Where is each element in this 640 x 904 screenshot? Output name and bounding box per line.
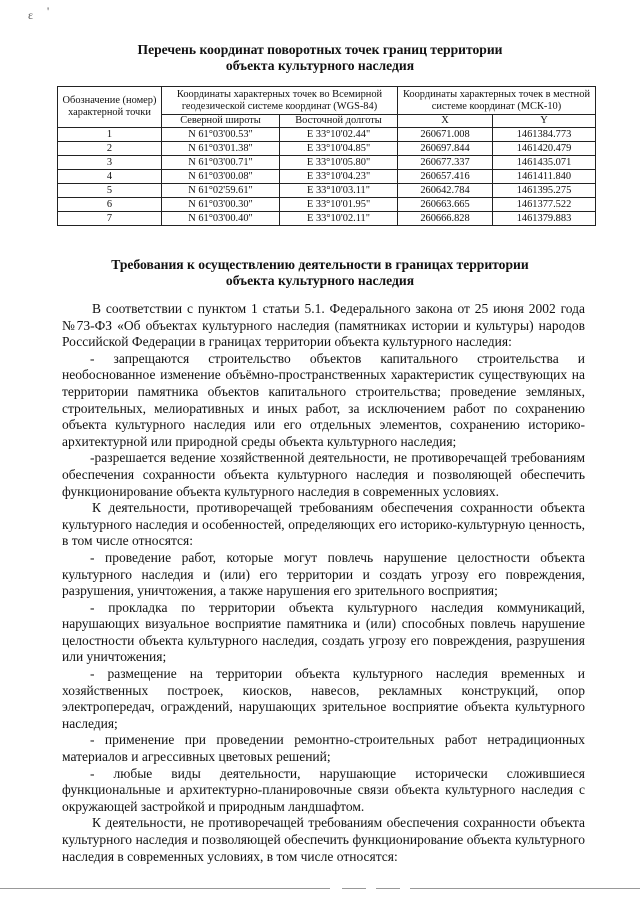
longitude-cell: E 33°10'04.85" [280,142,398,156]
paragraph: - прокладка по территории объекта культурного наследия коммуникаций, нарушающих визуальное восприятие памятника и (или) способных повлечь нарушение целостности объекта культурного наследия, создать угрозу его повреждения, разрушения или уничтожения; [62,599,585,665]
latitude-cell: N 61°03'00.30" [162,198,280,212]
point-number-header: Обозначение (номер) характерной точки [58,87,162,128]
paragraph: К деятельности, противоречащей требованиям обеспечения сохранности объекта культурного наследия и особенностей, определяющих его историко-культурную ценность, в том числе относятся: [62,500,585,549]
latitude-cell: N 61°02'59.61" [162,184,280,198]
scan-edge-line [342,888,366,889]
y-cell: 1461377.522 [493,198,596,212]
y-cell: 1461384.773 [493,128,596,142]
paragraph: - применение при проведении ремонтно-строительных работ нетрадиционных материалов и агрессивных цветовых решений; [62,732,585,765]
paragraph: - любые виды деятельности, нарушающие исторически сложившиеся функциональные и архитектурно-планировочные связи объекта культурного наследия с окружающей застройкой и природным ландшафтом. [62,765,585,814]
x-cell: 260671.008 [398,128,493,142]
scan-edge-line [376,888,400,889]
title-line: Требования к осуществлению деятельности в границах территории [111,257,529,272]
point-number: 5 [58,184,162,198]
longitude-cell: E 33°10'02.11" [280,212,398,226]
point-number: 4 [58,170,162,184]
point-number: 6 [58,198,162,212]
table-row [58,142,596,156]
y-cell: 1461411.840 [493,170,596,184]
longitude-cell: E 33°10'05.80" [280,156,398,170]
longitude-header: Восточной долготы [280,115,398,128]
x-cell: 260666.828 [398,212,493,226]
longitude-cell: E 33°10'04.23" [280,170,398,184]
table-row [58,184,596,198]
y-cell: 1461395.275 [493,184,596,198]
title-line: Перечень координат поворотных точек границ территории [137,42,503,57]
y-header: Y [493,115,596,128]
x-header: X [398,115,493,128]
point-number: 1 [58,128,162,142]
latitude-cell: N 61°03'00.53" [162,128,280,142]
requirements-title [0,257,640,289]
x-cell: 260663.665 [398,198,493,212]
paragraph: -разрешается ведение хозяйственной деятельности, не противоречащей требованиям обеспечения сохранности объекта культурного наследия и позволяющей обеспечить функционирование объекта культурного наследия в современных условиях. [62,450,585,499]
coordinates-table [57,86,596,226]
x-cell: 260697.844 [398,142,493,156]
paragraph: - размещение на территории объекта культурного наследия временных и хозяйственных построек, киосков, навесов, рекламных конструкций, опор электропередач, ограждений, нарушающих зрительное восприятие объекта культурного наследия; [62,666,585,731]
title-line: объекта культурного наследия [225,58,415,73]
scan-edge-line [410,888,640,889]
paragraph: К деятельности, не противоречащей требованиям обеспечения сохранности объекта культурного наследия и позволяющей обеспечить функционирование объекта культурного наследия в современных условиях, в том числе относятся: [62,815,585,864]
table-row [58,170,596,184]
x-cell: 260677.337 [398,156,493,170]
table-row [58,156,596,170]
title-line: объекта культурного наследия [225,273,415,288]
coordinates-title [0,42,640,74]
x-cell: 260642.784 [398,184,493,198]
scan-edge-line [0,888,330,889]
point-number: 3 [58,156,162,170]
requirements-body [62,301,585,865]
latitude-cell: N 61°03'01.38" [162,142,280,156]
longitude-cell: E 33°10'03.11" [280,184,398,198]
scan-mark: ε [28,8,34,22]
table-row [58,198,596,212]
longitude-cell: E 33°10'01.95" [280,198,398,212]
x-cell: 260657.416 [398,170,493,184]
paragraph: - запрещаются строительство объектов капитального строительства и необоснованное изменение объёмно-пространственных характеристик существующих на территории памятника объектов капитального строительства; проведение земляных, строительных, мелиоративных и иных работ, за исключением работ по сохранению объекта культурного наследия или его отдельных элементов, сохранению историко-архитектурной или природной среды объекта культурного наследия; [62,350,585,449]
paragraph: - проведение работ, которые могут повлечь нарушение целостности объекта культурного наследия и (или) его территории и создать угрозу его повреждения, разрушения, уничтожения, а также нарушения его зрительного восприятия; [62,549,585,599]
y-cell: 1461420.479 [493,142,596,156]
latitude-header: Северной широты [162,115,280,128]
y-cell: 1461435.071 [493,156,596,170]
point-number: 7 [58,212,162,226]
latitude-cell: N 61°03'00.40" [162,212,280,226]
longitude-cell: E 33°10'02.44" [280,128,398,142]
table-row [58,212,596,226]
latitude-cell: N 61°03'00.71" [162,156,280,170]
wgs84-header: Координаты характерных точек во Всемирной геодезической системе координат (WGS-84) [162,87,398,115]
paragraph: В соответствии с пунктом 1 статьи 5.1. Федерального закона от 25 июня 2002 года №73-ФЗ «Об объектах культурного наследия (памятниках истории и культуры) народов Российской Федерации в границах территории объекта культурного наследия: [62,301,585,350]
msk10-header: Координаты характерных точек в местной системе координат (МСК-10) [398,87,596,115]
scan-mark: ' [47,4,50,18]
table-row [58,128,596,142]
latitude-cell: N 61°03'00.08" [162,170,280,184]
point-number: 2 [58,142,162,156]
y-cell: 1461379.883 [493,212,596,226]
